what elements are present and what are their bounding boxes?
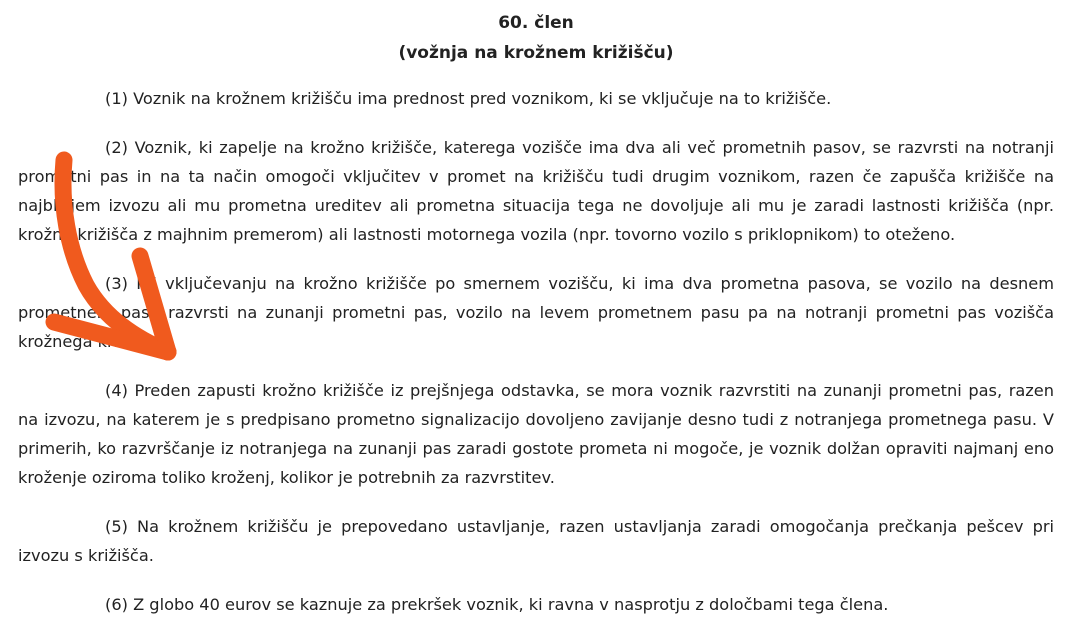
article-heading: (vožnja na krožnem križišču)	[398, 43, 674, 63]
paragraph-4: (4) Preden zapusti krožno križišče iz prejšnjega odstavka, se mora voznik razvrstiti na zunanji prometni pas, razen na izvozu, na katerem je s predpisano prometno signalizacijo dovoljeno zavijanje desno tudi z notranjega prometnega pasu. V primerih, ko razvrščanje iz notranjega na zunanji pas zaradi gostote prometa ni mogoče, je voznik dolžan opraviti najmanj eno kroženje oziroma toliko kroženj, kolikor je potrebnih za razvrstitev.	[18, 381, 1054, 487]
article	[18, 8, 1054, 639]
paragraph-3: (3) Pri vključevanju na krožno križišče po smernem vozišču, ki ima dva prometna pasova, se vozilo na desnem prometnem pasu razvrsti na zunanji prometni pas, vozilo na levem prometnem pasu pa na notranji prometni pas vozišča krožnega križišča.	[18, 274, 1054, 351]
article-number: 60. člen	[498, 13, 574, 33]
paragraph-5: (5) Na krožnem križišču je prepovedano ustavljanje, razen ustavljanja zaradi omogočanja prečkanja pešcev pri izvozu s križišča.	[18, 517, 1054, 565]
paragraph-1: (1) Voznik na krožnem križišču ima prednost pred voznikom, ki se vključuje na to križišče.	[105, 89, 832, 108]
paragraph-6: (6) Z globo 40 eurov se kaznuje za prekršek voznik, ki ravna v nasprotju z določbami tega člena.	[105, 595, 889, 614]
paragraph-2: (2) Voznik, ki zapelje na krožno križišče, katerega vozišče ima dva ali več prometnih pasov, se razvrsti na notranji prometni pas in na ta način omogoči vključitev v promet na križišču tudi drugim voznikom, razen če zapušča križišče na najbližjem izvozu ali mu prometna ureditev ali prometna situacija tega ne dovoljuje ali mu je zaradi lastnosti križišča (npr. krožna križišča z majhnim premerom) ali lastnosti motornega vozila (npr. tovorno vozilo s priklopnikom) to oteženo.	[18, 138, 1054, 244]
